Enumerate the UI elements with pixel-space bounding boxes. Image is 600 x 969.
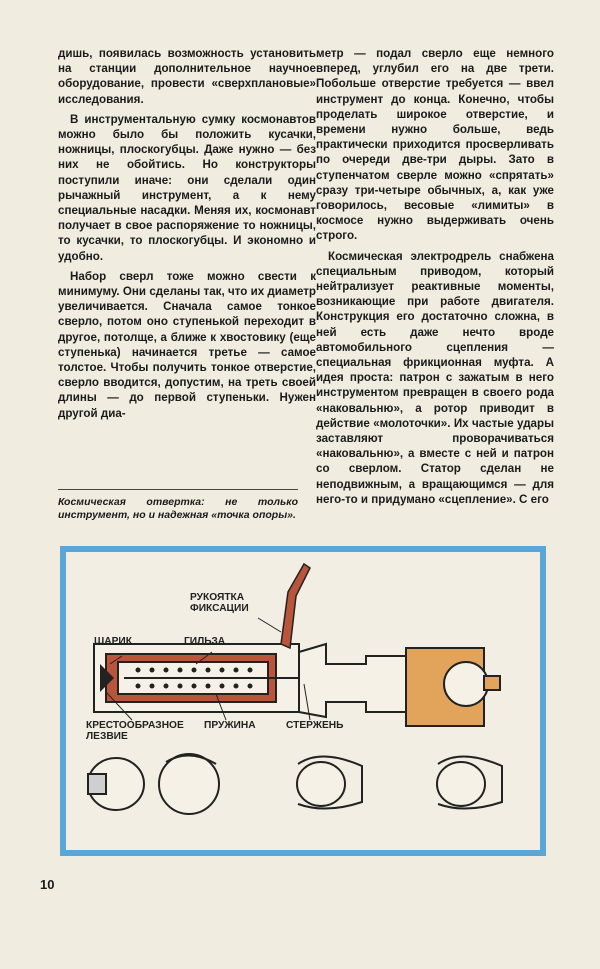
page-number: 10 [40, 877, 55, 892]
tool-body [94, 644, 500, 726]
label-spring: ПРУЖИНА [204, 720, 256, 731]
label-rod: СТЕРЖЕНЬ [286, 720, 344, 731]
label-sleeve: ГИЛЬЗА [184, 636, 226, 647]
paragraph: В инструментальную сумку космонавтов можно было бы положить кусачки, ножницы, плоскогубцы. Даже нужно — без них не обойтись. Но конструкторы поступили иначе: они сделали один рычажный инструмент, а к нему специальные насадки. Меняя их, космонавт получает в свое распоряжение то ножницы, то кусачки, то плоскогубцы. И экономно и удобно. [58, 112, 316, 263]
right-column [316, 46, 554, 512]
label-ball: ШАРИК [94, 636, 132, 647]
detail-drawings [88, 754, 502, 814]
label-cross-blade: КРЕСТООБРАЗНОЕ ЛЕЗВИЕ [86, 720, 184, 742]
figure-caption: Космическая отвертка: не только инструмент, но и надежная «точка опоры». [58, 496, 298, 521]
fixing-handle [281, 564, 310, 648]
paragraph: дишь, появилась возможность установить на станции дополнительное научное оборудование, провести «сверхплановые» исследования. [58, 47, 316, 106]
paragraph: Набор сверл тоже можно свести к минимуму. Они сделаны так, что их диаметр увеличивается. Сначала самое тонкое сверло, потом оно ступенькой переходит в другое, потолще, а ближе к хвостовику (еще ступенька) начинается третье — самое толстое. Чтобы получить тонкое отверстие, сверло вводится, допустим, на треть своей длины — до первой ступеньки. Нужен другой диа- [58, 269, 316, 420]
left-column [58, 46, 316, 426]
label-handle: РУКОЯТКА ФИКСАЦИИ [190, 592, 249, 614]
paragraph: метр — подал сверло еще немного вперед, углубил его на две трети. Побольше отверстие требуется — ввел инструмент до конца. Конечно, чтобы проделать широкое отверстие, и времени нужно больше, ведь практически приходится просверливать по очереди две-три дыры. Зато в ступенчатом сверле можно «спрятать» сразу три-четыре обычных, а, как уже говорилось, весовые «лимиты» в космосе нужно выдерживать очень строго. [316, 47, 554, 243]
screwdriver-diagram [60, 546, 546, 856]
caption-rule [58, 489, 298, 490]
diagram-drawing [66, 552, 540, 850]
paragraph: Космическая электродрель снабжена специальным приводом, который нейтрализует реактивные моменты, возникающие при работе двигателя. Конструкция его достаточно сложна, в ней есть даже нечто вроде автомобильного сцепления — специальная фрикционная муфта. А идея проста: патрон с зажатым в него инструментом превращен в своего рода «наковальню», а ротор приводит в действие «молоточки». Их частые удары заставляют проворачиваться «наковальню», а вместе с ней и патрон со сверлом. Статор сделан не неподвижным, а вращающимся — для него-то и придумано «сцепление». С его [316, 249, 554, 506]
